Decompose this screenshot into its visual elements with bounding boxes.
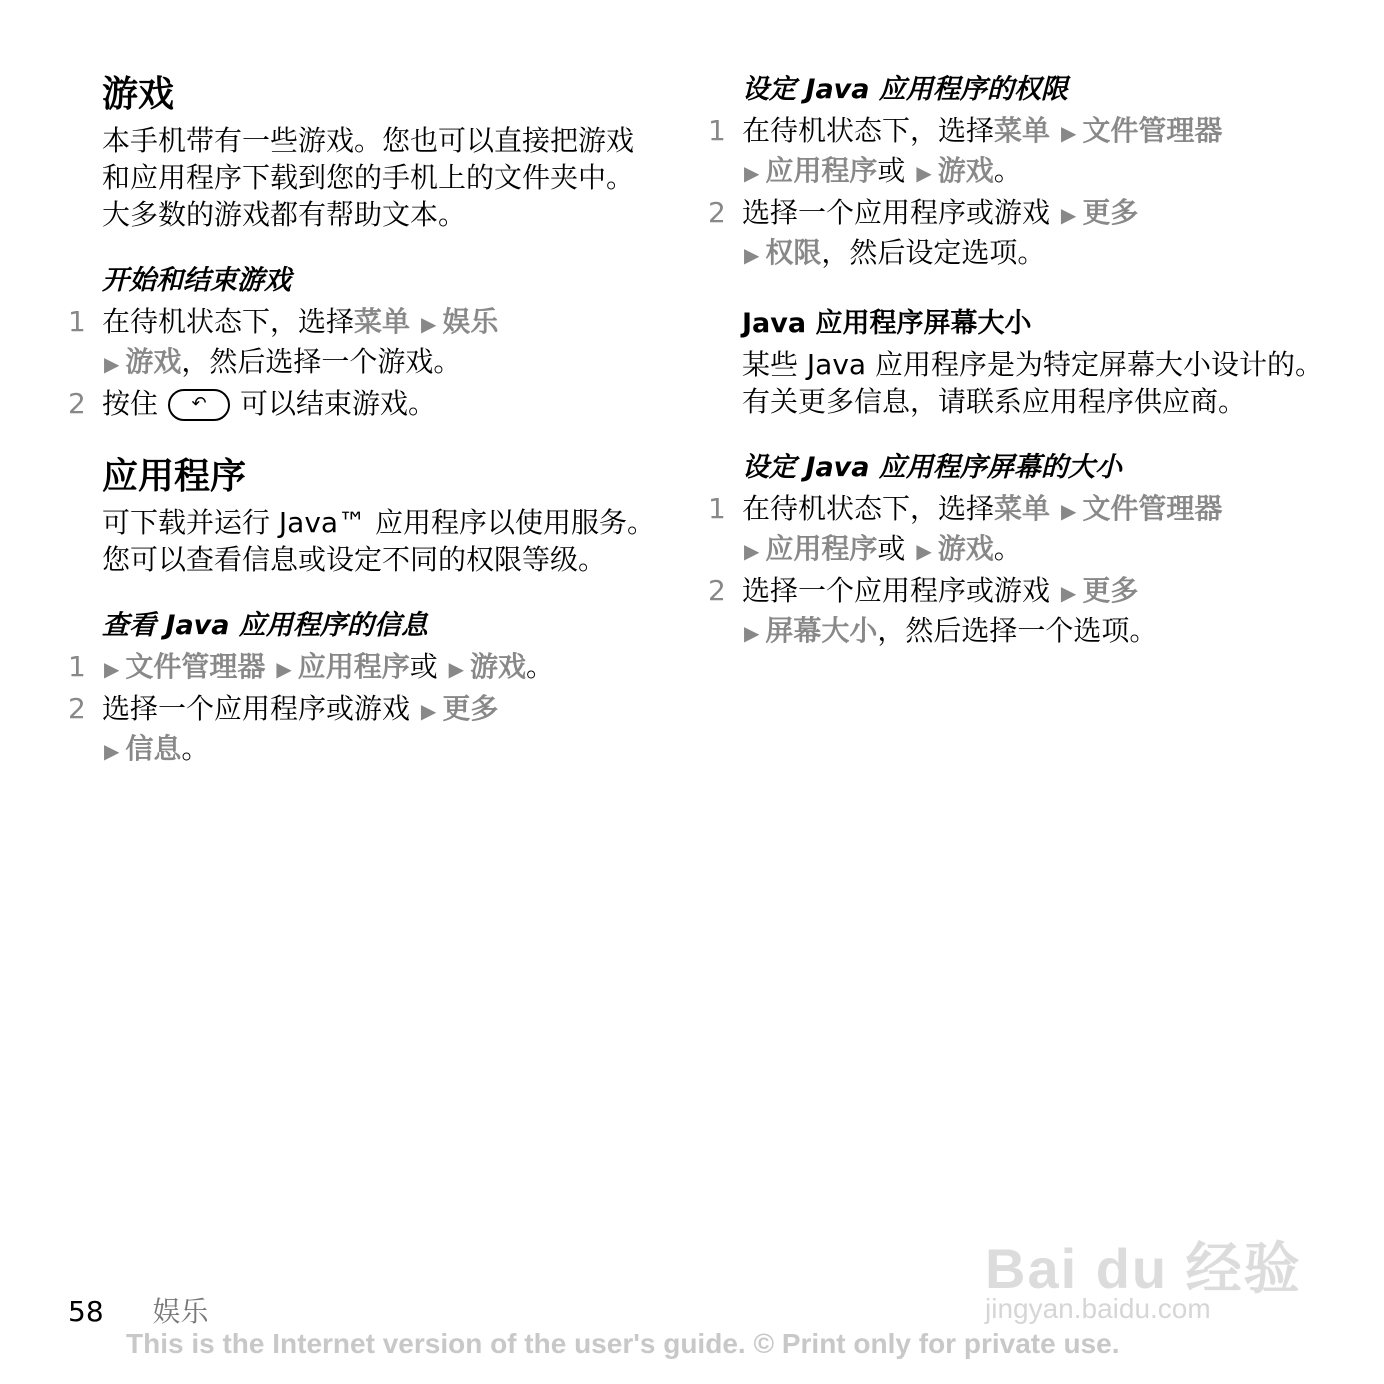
disclaimer-text: This is the Internet version of the user's guide. © Print only for private use. [126, 1328, 1120, 1359]
step-item: 2 按住 ↶ 可以结束游戏。 [68, 387, 437, 420]
left-column [68, 72, 658, 802]
arrow-icon: ▶ [420, 312, 437, 336]
arrow-icon: ▶ [1060, 499, 1077, 523]
applications-paragraph: 可下载并运行 Java™ 应用程序以使用服务。您可以查看信息或设定不同的权限等级。 [102, 506, 655, 576]
step-item: 1 在待机状态下，选择菜单 ▶ 文件管理器 ▶ 应用程序或 ▶ 游戏。 [708, 490, 1328, 570]
arrow-icon: ▶ [744, 161, 760, 185]
games-paragraph: 本手机带有一些游戏。您也可以直接把游戏和应用程序下载到您的手机上的文件夹中。大多数的游戏都有帮助文本。 [102, 124, 635, 231]
arrow-icon: ▶ [1060, 203, 1077, 227]
baidu-logo: Bai du 经验 [985, 1237, 1302, 1300]
screen-size-steps [708, 490, 1328, 652]
view-info-steps [68, 648, 658, 770]
games-label: 游戏 [470, 650, 527, 683]
arrow-icon: ▶ [1060, 581, 1077, 605]
step-item: 2 选择一个应用程序或游戏 ▶ 更多 ▶ 信息。 [68, 690, 658, 770]
step-number: 2 [708, 196, 726, 229]
right-column [708, 72, 1328, 684]
page-number: 58 [68, 1295, 104, 1328]
step-number: 1 [68, 650, 86, 683]
arrow-icon: ▶ [916, 161, 932, 185]
start-end-steps [68, 303, 658, 422]
view-java-info-heading: 查看 Java 应用程序的信息 [102, 610, 428, 641]
set-permissions-heading: 设定 Java 应用程序的权限 [742, 74, 1068, 105]
more-label: 更多 [1082, 574, 1139, 607]
permission-steps [708, 112, 1328, 274]
permissions-label: 权限 [765, 236, 822, 269]
games-heading: 游戏 [102, 74, 175, 115]
step-number: 1 [68, 305, 86, 338]
step-item: 2 选择一个应用程序或游戏 ▶ 更多 ▶ 屏幕大小，然后选择一个选项。 [708, 572, 1328, 652]
games-label: 游戏 [937, 532, 994, 565]
more-label: 更多 [1082, 196, 1139, 229]
step-number: 2 [708, 574, 726, 607]
games-label: 游戏 [125, 345, 182, 378]
back-key-icon: ↶ [168, 389, 230, 421]
arrow-icon: ▶ [744, 243, 760, 267]
file-manager-label: 文件管理器 [1082, 492, 1223, 525]
arrow-icon: ▶ [104, 657, 120, 681]
step-item: 1 在待机状态下，选择菜单 ▶ 娱乐 ▶ 游戏，然后选择一个游戏。 [68, 303, 658, 383]
step-number: 2 [68, 692, 86, 725]
arrow-icon: ▶ [448, 657, 465, 681]
arrow-icon: ▶ [744, 539, 760, 563]
arrow-icon: ▶ [916, 539, 932, 563]
more-label: 更多 [442, 692, 499, 725]
page-footer [68, 1290, 209, 1330]
arrow-icon: ▶ [104, 739, 120, 763]
step-number: 1 [708, 492, 726, 525]
step-number: 1 [708, 114, 726, 147]
step-item: 1 ▶ 文件管理器 ▶ 应用程序或 ▶ 游戏。 [68, 648, 658, 688]
section-name: 娱乐 [152, 1295, 209, 1328]
applications-label: 应用程序 [765, 532, 878, 565]
menu-label: 菜单 [354, 305, 411, 338]
arrow-icon: ▶ [420, 699, 437, 723]
arrow-icon: ▶ [744, 621, 760, 645]
games-label: 游戏 [937, 154, 994, 187]
file-manager-label: 文件管理器 [125, 650, 266, 683]
file-manager-label: 文件管理器 [1082, 114, 1223, 147]
applications-label: 应用程序 [765, 154, 878, 187]
applications-heading: 应用程序 [102, 456, 247, 497]
screen-size-label: 屏幕大小 [765, 614, 878, 647]
arrow-icon: ▶ [1060, 121, 1077, 145]
info-label: 信息 [125, 732, 182, 765]
applications-label: 应用程序 [297, 650, 410, 683]
menu-label: 菜单 [994, 492, 1051, 525]
menu-label: 菜单 [994, 114, 1051, 147]
arrow-icon: ▶ [104, 352, 120, 376]
step-number: 2 [68, 387, 86, 420]
start-end-games-heading: 开始和结束游戏 [102, 265, 291, 296]
entertainment-label: 娱乐 [442, 305, 499, 338]
step-item: 2 选择一个应用程序或游戏 ▶ 更多 ▶ 权限，然后设定选项。 [708, 194, 1328, 274]
arrow-icon: ▶ [276, 657, 292, 681]
screen-size-paragraph: 某些 Java 应用程序是为特定屏幕大小设计的。有关更多信息，请联系应用程序供应商。 [742, 348, 1323, 418]
screen-size-heading: Java 应用程序屏幕大小 [742, 308, 1032, 339]
set-screen-size-heading: 设定 Java 应用程序屏幕的大小 [742, 452, 1122, 483]
step-item: 1 在待机状态下，选择菜单 ▶ 文件管理器 ▶ 应用程序或 ▶ 游戏。 [708, 112, 1328, 192]
watermark-url: jingyan.baidu.com [985, 1293, 1211, 1324]
baidu-watermark [985, 1185, 1305, 1325]
